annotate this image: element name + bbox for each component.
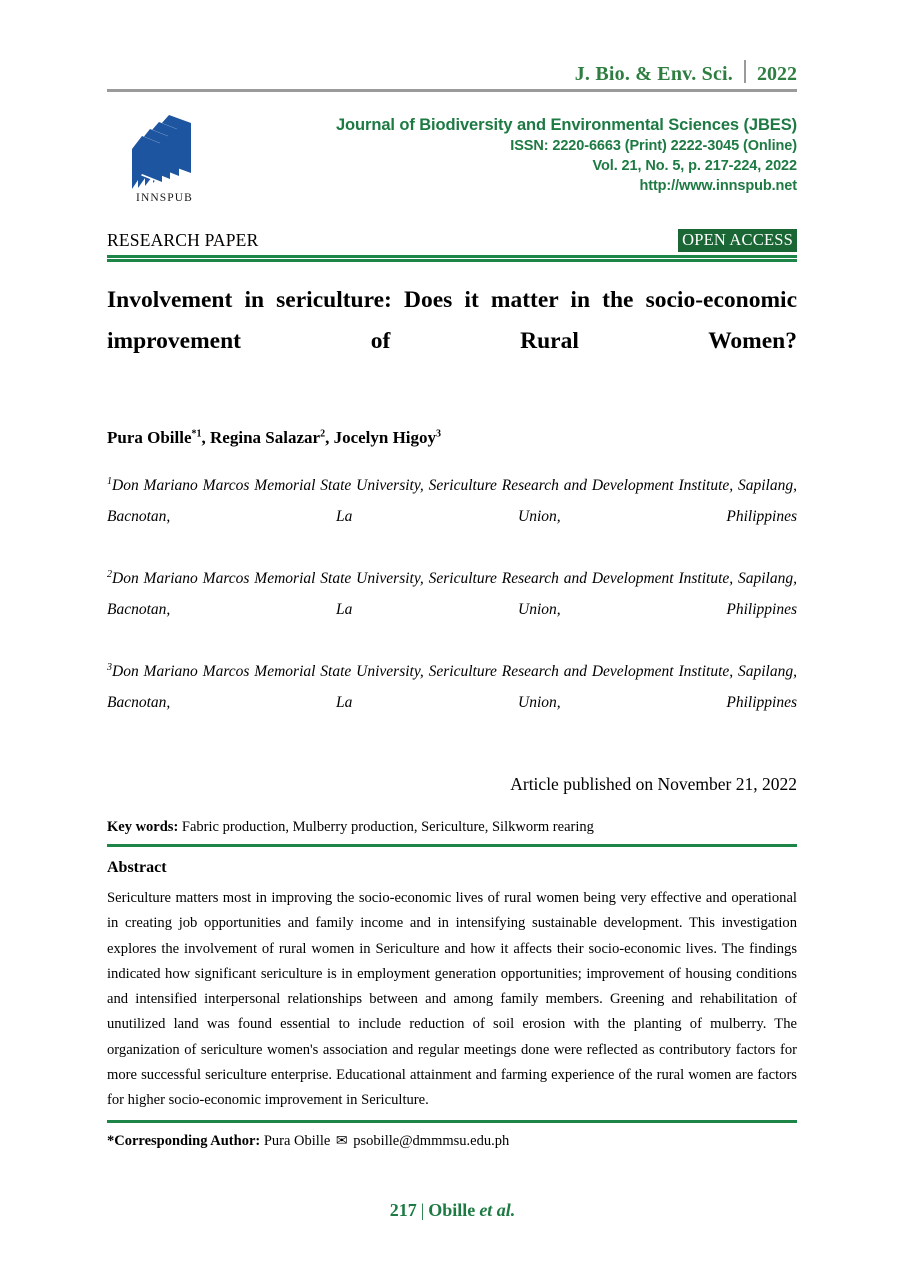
affiliation-item: [107, 470, 797, 563]
corresponding-author-label: *Corresponding Author:: [107, 1132, 261, 1149]
abstract-heading: Abstract: [107, 859, 167, 876]
author-superscript: 3: [436, 428, 442, 440]
footer-page-number: 217: [389, 1200, 417, 1220]
open-access-badge: OPEN ACCESS: [678, 229, 797, 252]
abstract-body: Sericulture matters most in improving the socio-economic lives of rural women being very effective and operational in creating job opportunities and family income and in intensifying sustainable development. This investigation explores the involvement of rural women in Sericulture and how it affects their socio-economic lives. The findings indicated how significant sericulture is in employment generation opportunities; improvement of housing conditions and intensified interpersonal relationships between and among family members. Greening and rehabilitation of unutilized land was found essential to include reduction of soil erosion with the planting of mulberry. The organization of sericulture women's association and regular meetings done were reflected as contributory factors for more successful sericulture enterprise. Educational attainment and farming experience of the rural women are factors for higher socio-economic improvement in Sericulture.: [107, 890, 797, 1109]
affiliation-text: Don Mariano Marcos Memorial State University, Sericulture Research and Development Institute, Sapilang, Bacnotan, La Union, Philippines: [107, 570, 797, 618]
running-head-year: 2022: [757, 63, 797, 85]
page-content: [107, 0, 797, 1152]
keywords-label: Key words:: [107, 819, 179, 835]
author-name: Regina Salazar: [210, 428, 321, 447]
keywords-value: Fabric production, Mulberry production, Sericulture, Silkworm rearing: [178, 819, 594, 835]
affiliation-item: [107, 656, 797, 749]
paper-bar-rule: [107, 255, 797, 262]
corresponding-author-email[interactable]: psobille@dmmmsu.edu.ph: [349, 1132, 510, 1149]
corresponding-author-line: [107, 1131, 797, 1152]
journal-issn: ISSN: 2220-6663 (Print) 2222-3045 (Online): [510, 138, 797, 154]
author-name: Pura Obille: [107, 428, 192, 447]
masthead: [107, 109, 797, 219]
affiliation-item: [107, 563, 797, 656]
author-superscript: 2: [320, 428, 326, 440]
header-rule: [107, 89, 797, 92]
publisher-name: INNSPUB: [136, 192, 193, 204]
masthead-text: [222, 109, 797, 196]
keywords-rule: [107, 844, 797, 847]
author-sep: ,: [325, 428, 334, 447]
article-title: Involvement in sericulture: Does it matter in the socio-economic improvement of Rural Women?: [107, 287, 797, 354]
corresponding-author-name: Pura Obille: [260, 1132, 334, 1149]
footer-author: Obille: [428, 1200, 476, 1220]
publisher-logo: [107, 109, 222, 204]
paper-type-label: RESEARCH PAPER: [107, 229, 259, 250]
author-entry: [210, 428, 325, 447]
author-sep: ,: [201, 428, 211, 447]
footer-separator: |: [420, 1200, 425, 1220]
footer-et-al: et al.: [479, 1200, 516, 1220]
affiliation-superscript: 2: [107, 568, 112, 580]
envelope-icon: ✉: [335, 1133, 348, 1149]
running-head: [107, 0, 797, 83]
affiliation-superscript: 1: [107, 475, 112, 487]
author-list: [107, 427, 797, 449]
author-superscript: *1: [191, 428, 202, 440]
affiliation-text: Don Mariano Marcos Memorial State University, Sericulture Research and Development Institute, Sapilang, Bacnotan, La Union, Philippines: [107, 663, 797, 711]
paper-type-bar: [107, 228, 797, 252]
author-entry: [334, 428, 441, 447]
journal-url[interactable]: http://www.innspub.net: [639, 178, 797, 194]
keywords-line: [107, 817, 797, 837]
journal-title: Journal of Biodiversity and Environmental Sciences (JBES): [335, 116, 797, 134]
innspub-book-logo-icon: [129, 113, 201, 191]
author-entry: [107, 428, 202, 447]
page-footer: [0, 1200, 905, 1221]
running-head-journal: J. Bio. & Env. Sci.: [574, 63, 733, 85]
running-head-divider: [744, 60, 746, 83]
abstract-rule: [107, 1120, 797, 1123]
affiliation-text: Don Mariano Marcos Memorial State University, Sericulture Research and Development Institute, Sapilang, Bacnotan, La Union, Philippines: [107, 477, 797, 525]
affiliation-list: [107, 470, 797, 749]
journal-volume: Vol. 21, No. 5, p. 217-224, 2022: [592, 158, 797, 174]
affiliation-superscript: 3: [107, 661, 112, 673]
author-name: Jocelyn Higoy: [333, 428, 437, 447]
publication-date: Article published on November 21, 2022: [510, 774, 797, 794]
